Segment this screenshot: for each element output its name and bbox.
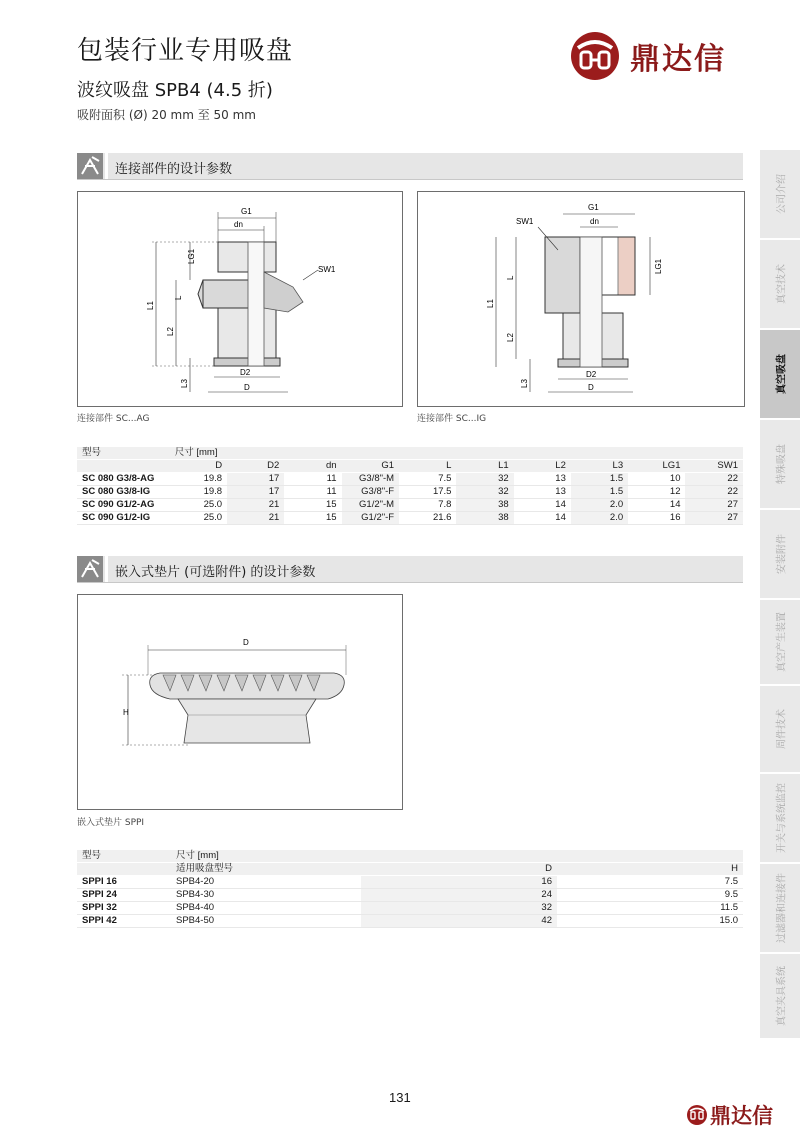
label-l1: L1 — [486, 299, 495, 308]
col-header: D — [361, 863, 557, 876]
caliper-icon — [77, 556, 103, 582]
cell: 21 — [227, 512, 284, 525]
cell: 21.6 — [399, 512, 456, 525]
section-title: 嵌入式垫片 (可选附件) 的设计参数 — [115, 565, 316, 580]
brand-logo — [568, 30, 748, 82]
sidebar-item-label: 安装附件 — [776, 534, 788, 574]
sidebar-item-label: 真空产生装置 — [776, 612, 788, 672]
cell-model: SC 080 G3/8-AG — [77, 473, 170, 486]
table-row — [77, 915, 743, 928]
col-header: SW1 — [685, 460, 743, 473]
section-header-insert — [77, 556, 743, 583]
cell-model: SC 090 G1/2-IG — [77, 512, 170, 525]
cell: 25.0 — [170, 512, 227, 525]
brand-name: 鼎达信 — [630, 42, 726, 77]
cell: G3/8"-F — [342, 486, 400, 499]
cell-model: SC 080 G3/8-IG — [77, 486, 170, 499]
sidebar-item-vacuum-cups[interactable] — [760, 330, 800, 420]
cell: 21 — [227, 499, 284, 512]
sidebar-item-gripper-systems[interactable] — [760, 954, 800, 1040]
cell: 17.5 — [399, 486, 456, 499]
caliper-icon — [77, 153, 103, 179]
figure-connector-ig — [417, 191, 745, 407]
cell: 15 — [284, 499, 341, 512]
cell: 32 — [361, 902, 557, 915]
sidebar-item-company[interactable] — [760, 150, 800, 240]
label-g1: G1 — [588, 203, 599, 212]
col-header: L3 — [571, 460, 628, 473]
cell: 27 — [685, 499, 743, 512]
page-subtitle: 波纹吸盘 SPB4 (4.5 折) — [77, 80, 273, 101]
table-row — [77, 512, 743, 525]
label-h: H — [123, 708, 129, 717]
cell: SPB4-50 — [171, 915, 361, 928]
col-model-header: 型号 — [77, 850, 171, 863]
label-d: D — [588, 383, 594, 392]
label-d2: D2 — [240, 368, 251, 377]
label-dn: dn — [234, 220, 243, 229]
cell: 16 — [628, 512, 685, 525]
cell: 14 — [514, 512, 571, 525]
footer-brand-logo — [686, 1100, 796, 1130]
cell: 13 — [514, 486, 571, 499]
cell: G1/2"-M — [342, 499, 400, 512]
cell: 2.0 — [571, 499, 628, 512]
label-l3: L3 — [520, 379, 529, 388]
cell: 22 — [685, 473, 743, 486]
table-row — [77, 902, 743, 915]
cell: 19.8 — [170, 473, 227, 486]
table-subheader-row — [77, 863, 743, 876]
sidebar-item-label: 真空技术 — [776, 264, 788, 304]
sidebar-item-label: 真空吸盘 — [776, 354, 788, 394]
cell: 11 — [284, 473, 341, 486]
table-row — [77, 499, 743, 512]
table-row — [77, 473, 743, 486]
sidebar-item-switches[interactable] — [760, 774, 800, 864]
cell: 11 — [284, 486, 341, 499]
label-sw1: SW1 — [516, 217, 534, 226]
cell: 27 — [685, 512, 743, 525]
cell: 22 — [685, 486, 743, 499]
cell: 32 — [456, 473, 513, 486]
label-d: D — [243, 638, 249, 647]
col-header: H — [557, 863, 743, 876]
label-sw1: SW1 — [318, 265, 336, 274]
sidebar-item-vacuum-generation[interactable] — [760, 600, 800, 686]
figure-caption-ig: 连接部件 SC...IG — [417, 414, 487, 424]
cell-model: SPPI 42 — [77, 915, 171, 928]
col-header: L — [399, 460, 456, 473]
figure-insert-sppi — [77, 594, 403, 810]
cell-model: SC 090 G1/2-AG — [77, 499, 170, 512]
sidebar-item-label: 特殊吸盘 — [776, 444, 788, 484]
table-header-row — [77, 447, 743, 460]
cell: 1.5 — [571, 486, 628, 499]
label-dn: dn — [590, 217, 599, 226]
cell: 24 — [361, 889, 557, 902]
cell: 16 — [361, 876, 557, 889]
cell: G3/8"-M — [342, 473, 400, 486]
cell: 32 — [456, 486, 513, 499]
cell-model: SPPI 32 — [77, 902, 171, 915]
sidebar-item-label: 开关与系统监控 — [776, 783, 788, 853]
sidebar-item-label: 过滤器和连接件 — [776, 873, 788, 943]
cell: 25.0 — [170, 499, 227, 512]
label-lg1: LG1 — [187, 248, 196, 264]
sidebar-item-label: 公司介绍 — [776, 174, 788, 214]
table-row — [77, 876, 743, 889]
cell: 7.5 — [399, 473, 456, 486]
sidebar-item-special-cups[interactable] — [760, 420, 800, 510]
cell-model: SPPI 16 — [77, 876, 171, 889]
cell: 12 — [628, 486, 685, 499]
page-title: 包装行业专用吸盘 — [77, 36, 294, 66]
figure-caption-ag: 连接部件 SC...AG — [77, 414, 150, 424]
label-l: L — [174, 295, 183, 300]
col-header: L1 — [456, 460, 513, 473]
brand-name: 鼎达信 — [710, 1104, 773, 1128]
sidebar-item-label: 周件技术 — [776, 709, 788, 749]
brand-logo-icon — [686, 1104, 708, 1126]
cell: 7.5 — [557, 876, 743, 889]
figure-connector-ag — [77, 191, 403, 407]
col-header: L2 — [514, 460, 571, 473]
insert-spec-table — [77, 850, 743, 928]
sidebar-item-components[interactable] — [760, 686, 800, 774]
brand-logo-icon — [568, 30, 628, 82]
sidebar-item-filters[interactable] — [760, 864, 800, 954]
col-header: G1 — [342, 460, 400, 473]
cell: 17 — [227, 473, 284, 486]
sidebar-item-vacuum-tech[interactable] — [760, 240, 800, 330]
label-l3: L3 — [180, 379, 189, 388]
cell: 14 — [628, 499, 685, 512]
col-header: dn — [284, 460, 341, 473]
col-header: D2 — [227, 460, 284, 473]
cell: G1/2"-F — [342, 512, 400, 525]
cell: 38 — [456, 499, 513, 512]
sidebar-item-label: 真空夹具系统 — [776, 966, 788, 1026]
label-l2: L2 — [166, 327, 175, 336]
cell: 15 — [284, 512, 341, 525]
cell: 1.5 — [571, 473, 628, 486]
cell: 13 — [514, 473, 571, 486]
page-subtitle-range: 吸附面积 (Ø) 20 mm 至 50 mm — [77, 108, 256, 122]
label-d2: D2 — [586, 370, 597, 379]
col-header: D — [170, 460, 227, 473]
table-subheader-row — [77, 460, 743, 473]
table-row — [77, 889, 743, 902]
cell: SPB4-30 — [171, 889, 361, 902]
label-l: L — [506, 275, 515, 280]
table-row — [77, 486, 743, 499]
cell: SPB4-20 — [171, 876, 361, 889]
table-header-row — [77, 850, 743, 863]
cell: 11.5 — [557, 902, 743, 915]
cell: 10 — [628, 473, 685, 486]
cell: 42 — [361, 915, 557, 928]
page-number: 131 — [389, 1090, 411, 1105]
col-model-header: 型号 — [77, 447, 170, 460]
figure-caption-sppi: 嵌入式垫片 SPPI — [77, 818, 145, 828]
section-title: 连接部件的设计参数 — [115, 162, 233, 177]
cell: 38 — [456, 512, 513, 525]
col-dim-header: 尺寸 [mm] — [170, 447, 743, 460]
col-header: LG1 — [628, 460, 685, 473]
cell: 15.0 — [557, 915, 743, 928]
label-d: D — [244, 383, 250, 392]
cell-model: SPPI 24 — [77, 889, 171, 902]
sidebar-item-mounting[interactable] — [760, 510, 800, 600]
cell: 14 — [514, 499, 571, 512]
cell: 2.0 — [571, 512, 628, 525]
connector-spec-table — [77, 447, 743, 525]
col-dim-header: 尺寸 [mm] — [171, 850, 743, 863]
label-l2: L2 — [506, 333, 515, 342]
cell: 7.8 — [399, 499, 456, 512]
cell: SPB4-40 — [171, 902, 361, 915]
cell: 9.5 — [557, 889, 743, 902]
label-lg1: LG1 — [654, 258, 663, 274]
cell: 17 — [227, 486, 284, 499]
section-header-connection — [77, 153, 743, 180]
label-l1: L1 — [146, 301, 155, 310]
cell: 19.8 — [170, 486, 227, 499]
col-cup-header: 适用吸盘型号 — [171, 863, 361, 876]
label-g1: G1 — [241, 207, 252, 216]
